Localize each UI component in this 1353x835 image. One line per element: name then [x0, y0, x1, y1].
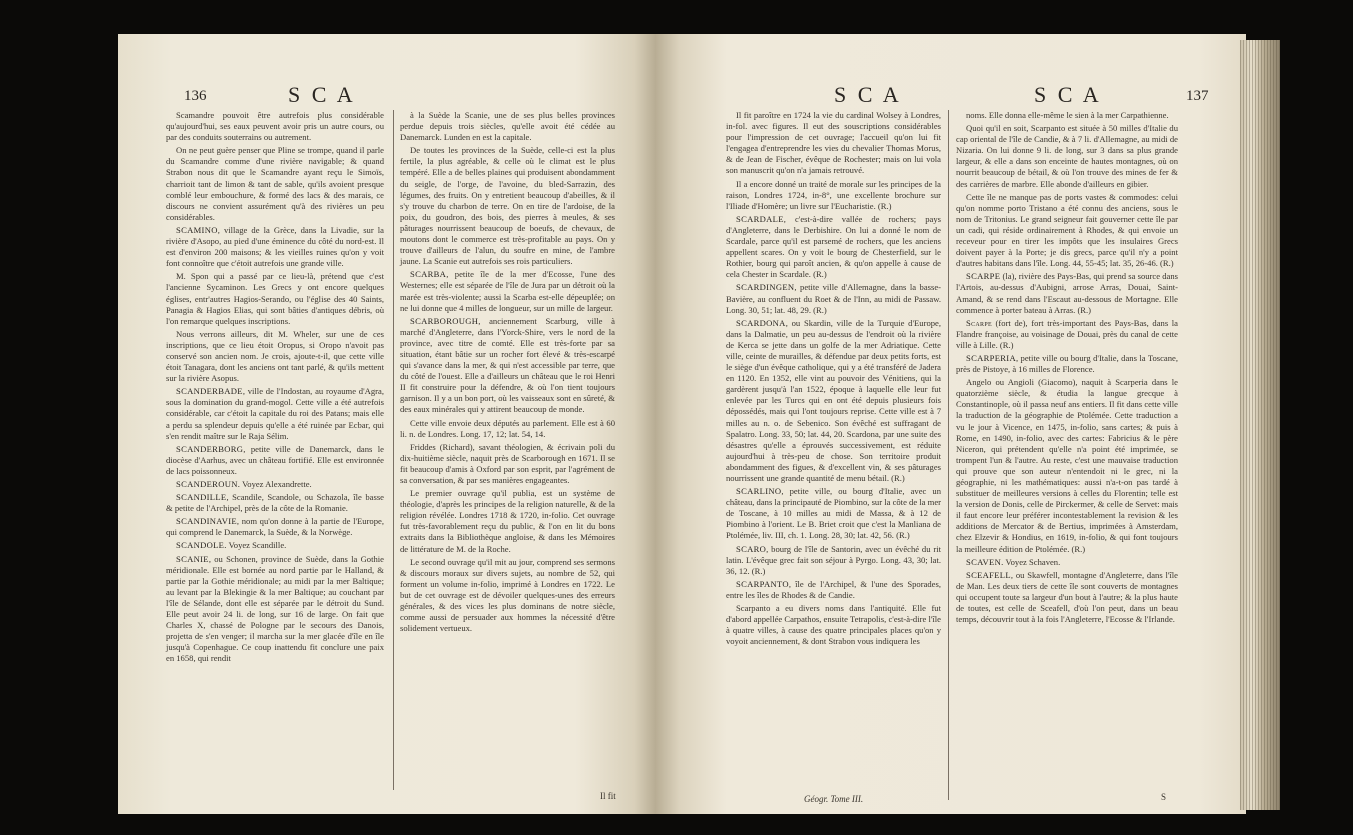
entry-text: Il fit paroître en 1724 la vie du cardinal Wolsey à Londres, in-fol. avec figures. Il eut des souscriptions considérables pour l'impression de cet ouvrage; l'accueil qu'on lui fit l'engagea d'entreprendre les vies du chevalier Thomas Morus, & de Jean de Fischer, évêque de Rochester; mais on lui vola son manuscrit qu'on n'a jamais retrouvé.	[726, 110, 941, 176]
entry-text: (la), rivière des Pays-Bas, qui prend sa source dans l'Artois, au-dessus d'Aubigni, arrose Arras, Douai, Saint-Amand, & se rend dans l'Escaut au-dessous de Mortagne. Elle commence à porter bateau à Arras. (R.)	[956, 271, 1178, 315]
entry-text: Le premier ouvrage qu'il publia, est un système de théologie, d'après les principes de la religion naturelle, & de la religion révélée. Londres 1718 & 1720, in-folio. Cet ouvrage fut très-favorablement reçu du public, & l'on en lit du bons extraits dans la Bibliothèque angloise, & dans les Mémoires de littérature de M. de la Roche.	[400, 488, 615, 554]
entry-text: Cette île ne manque pas de ports vastes & commodes: celui qu'on nomme porto Tristano a été connu des anciens, sous le nom de Tritonius. Le grand seigneur fait gouverner cette île par un cadi, qui réside ordinairement à Rhodes, & qui envoie un receveur pour en tirer les impôts que les insulaires Grecs doivent payer à la Porte; je dis grecs, parce qu'il n'y a point d'autres habitans dans l'île. Long. 44, 55-45; lat. 35, 26-46. (R.)	[956, 191, 1178, 269]
paragraph	[956, 557, 1178, 568]
paragraph	[726, 318, 941, 484]
entry-text: , bourg de l'île de Santorin, avec un évêché du rit latin. L'évêque grec fait son séjour à Pyrgo. Long. 43, 30; lat. 36, 12. (R.)	[726, 543, 941, 576]
entry-headword: SCARPE	[966, 271, 1001, 282]
entry-headword: SCANDOLE.	[176, 540, 227, 551]
paragraph	[956, 271, 1178, 315]
entry-headword: SCANDEROUN.	[176, 479, 241, 489]
paragraph	[400, 145, 615, 267]
entry-text: , nom qu'on donne à la partie de l'Europe, qui comprend le Danemarck, la Suède, & la Norwège.	[166, 516, 384, 538]
running-head: S C A	[288, 82, 356, 107]
open-book	[118, 34, 1266, 814]
entry-text: Friddes (Richard), savant théologien, & écrivain poli du dix-huitième siècle, naquit près de Scarborough en 1671. Il se fit beaucoup d'amis à Oxford par son esprit, par l'agrément de sa conversation, & par ses manières engageantes.	[400, 441, 615, 485]
entry-headword: Scarpe	[966, 317, 992, 328]
entry-text: Voyez Scandille.	[226, 540, 287, 551]
paragraph	[166, 271, 384, 326]
entry-text: , île de l'Archipel, & l'une des Sporades, entre les îles de Rhodes & de Candie.	[726, 578, 941, 600]
paragraph	[400, 269, 615, 313]
entry-text: On ne peut guère penser que Pline se trompe, quand il parle du Scamandre comme d'une rivière navigable; & quand Strabon nous dit que le Scamandre ayant reçu le Simoïs, charrioit tant de limon & tant de sable, qu'ils avoient presque comblé leur embouchure, & formé des lacs & des marais, ce discours ne convient assurément qu'à des rivières un peu considérables.	[166, 145, 384, 222]
paragraph	[726, 110, 941, 177]
entry-headword: SCARBA	[410, 269, 447, 280]
text-column-2	[400, 110, 615, 636]
entry-text: Le second ouvrage qu'il mit au jour, comprend ses sermons & discours moraux sur divers sujets, au nombre de 52, qui forment un volume in-folio, imprimé à Londres en 1722. Le but de cet ouvrage est de dévoiler quelques-unes des erreurs générales, & des vices les plus dominans de notre siècle, comme aussi de persuader aux hommes la nécessité d'être solidement vertueux.	[400, 556, 615, 634]
entry-text: Quoi qu'il en soit, Scarpanto est située à 50 milles d'Italie du cap oriental de l'île de Candie, & à 7 li. d'Allemagne, au midi de Nizaria. On lui donne 9 li. de long, sur 3 dans sa plus grande largeur, & elle a dans son enceinte de hautes montagnes, où on nourrit beaucoup de bétail, & où l'on trouve des mines de fer & des carrières de marbre. Elle abonde d'ailleurs en gibier.	[956, 123, 1178, 189]
entry-headword: SCARPANTO	[736, 578, 789, 589]
paragraph	[956, 318, 1178, 351]
entry-headword: SCEAFELL	[966, 569, 1011, 580]
paragraph	[726, 214, 941, 281]
entry-text: (fort de), fort très-important des Pays-Bas, dans la Flandre françoise, au voisinage de Douai, près du canal de cette ville à Lille. (R.)	[956, 317, 1178, 350]
paragraph	[400, 110, 615, 143]
entry-text: , village de la Grèce, dans la Livadie, sur la rivière d'Asopo, au pied d'une éminence du côté du nord-est. Il est d'environ 200 maisons; & les vieilles ruines qu'on y voit font connoître que c'étoit autrefois une grande ville.	[166, 224, 384, 269]
paragraph	[166, 145, 384, 223]
text-column-1	[726, 110, 941, 649]
entry-text: Cette ville envoie deux députés au parlement. Elle est à 60 li. n. de Londres. Long. 17, 12; lat. 54, 14.	[400, 417, 615, 439]
entry-headword: SCANDILLE	[176, 492, 227, 503]
column-divider	[948, 110, 949, 800]
running-head-repeat: S C A	[1034, 82, 1102, 107]
entry-text: Voyez Alexandrette.	[240, 479, 312, 489]
paragraph	[166, 225, 384, 269]
running-head: S C A	[834, 82, 902, 107]
paragraph	[166, 329, 384, 384]
text-column-1	[166, 110, 384, 667]
entry-text: noms. Elle donna elle-même le sien à la mer Carpathienne.	[966, 110, 1169, 120]
entry-text: Scarpanto a eu divers noms dans l'antiquité. Elle fut d'abord appellée Carpathos, ensuite Tetrapolis, c'est-à-dire l'île à quatre villes, à cause des quatre principales places qu'on y voyoit anciennement, & dont Strabon vous indiquera les	[726, 603, 941, 647]
right-page	[656, 34, 1246, 814]
entry-text: , petite ville ou bourg d'Italie, dans la Toscane, près de Pistoye, à 16 milles de Florence.	[956, 352, 1178, 375]
entry-text: , petite île de la mer d'Ecosse, l'une des Westernes; elle est séparée de l'île de Jura par un détroit où la marée est très-violente; aussi la Scarba est-elle dépeuplée; on ne lui donne que 4 milles de longueur, sur un mille de largeur.	[400, 269, 615, 313]
entry-text: , c'est-à-dire vallée de rochers; pays d'Angleterre, dans le Derbishire. On lui a donné le nom de Scardale, parce qu'il est parsemé de rochers, que les anciens appellent scares. On y voit le bourg de Chesterfield, sur le Rothier, bourg qui paroît ancien, & qu'on appelle à cause de cela Chester in Scardale. (R.)	[726, 213, 941, 280]
entry-headword: SCARO	[736, 543, 767, 554]
paragraph	[400, 442, 615, 486]
text-column-2	[956, 110, 1178, 627]
paragraph	[166, 444, 384, 477]
entry-headword: SCAVEN.	[966, 556, 1004, 567]
entry-headword: SCARDINGEN	[736, 282, 795, 293]
paragraph	[956, 123, 1178, 190]
page-number: 136	[184, 88, 207, 104]
paragraph	[166, 554, 384, 665]
entry-headword: SCARLINO	[736, 486, 782, 497]
paragraph	[166, 492, 384, 514]
left-page	[118, 34, 656, 814]
paragraph	[726, 579, 941, 601]
paragraph	[166, 110, 384, 143]
entry-text: , Scandile, Scandole, ou Schazola, île basse & petite de l'Archipel, près de la côte de la Romanie.	[166, 492, 384, 514]
paragraph	[400, 488, 615, 555]
entry-text: Il a encore donné un traité de morale sur les principes de la raison, Londres 1724, in-8°, une excellente brochure sur l'Iliade d'Homère; un livre sur l'Eucharistie. (R.)	[726, 178, 941, 211]
paragraph	[956, 377, 1178, 555]
volume-footer: Géogr. Tome III.	[804, 794, 864, 804]
entry-headword: SCANIE	[176, 553, 209, 564]
entry-text: De toutes les provinces de la Suède, celle-ci est la plus fertile, la plus agréable, & celle où le climat est le plus tempéré. Elle a de belles plaines qui produisent abondamment du seigle, de l'orge, de l'avoine, du bled-Sarrazin, des légumes, des fruits. On y entretient beaucoup d'abeilles, & il s'y trouve du charbon de terre. On en tire de l'ardoise, de la poix, du goudron, des bois, des pierres à meules, & ses pâturages nourrissent beaucoup de boeufs, de chevaux, de moutons dont le commerce est très-profitable au pays. On y trouve d'ailleurs de l'alun, du soufre en mine, de l'ambre jaune. La Scanie eut autrefois ses rois particuliers.	[400, 145, 615, 267]
entry-headword: SCARDONA	[736, 317, 786, 328]
signature-mark: S	[1161, 792, 1167, 802]
entry-text: , petite ville de Danemarck, dans le diocèse d'Aarhus, avec un château fortifié. Elle est environnée de lacs poissonneux.	[166, 443, 384, 476]
entry-headword: SCARPERIA	[966, 352, 1016, 363]
entry-headword: SCANDERBORG	[176, 443, 244, 454]
entry-text: Scamandre pouvoit être autrefois plus considérable qu'aujourd'hui, ses eaux peuvent avoir pris un autre cours, ou par des conduits souterrains ou autrement.	[166, 110, 384, 143]
paragraph	[726, 179, 941, 212]
paragraph	[166, 516, 384, 538]
entry-text: , ou Skawfell, montagne d'Angleterre, dans l'île de Man. Les deux tiers de cette île sont couverts de montagnes qui occupent toute sa largeur d'un bout à l'autre; & la plus haute de toutes, est celle de Sceafell, d'où l'on peut, dans un beau temps, découvrir tout à la fois l'Angleterre, l'Ecosse & l'Irlande.	[956, 569, 1178, 625]
paragraph	[726, 544, 941, 577]
entry-text: Angelo ou Angioli (Giacomo), naquit à Scarperia dans le quatorzième siècle, & étudia la langue grecque à Constantinople, où il passa neuf ans entiers. Il fit dans cette ville la traduction de la géographie de Ptolémée. Cette traduction a vu le jour à Vicence, en 1475, in-folio, sans cartes; & puis à Rome, en 1490, in-folio, avec des cartes: Fabricius & le père Niceron, qui prétendent qu'elle n'a point été imprimée, se trompent l'un & l'autre. Au reste, c'est une mauvaise traduction qui prouve que son auteur n'entendoit ni le grec, ni la géographie, ni les mathématiques: aussi n'a-t-on pas tardé à substituer de meilleures versions à celles du Florentin; telle est la version de Donis, celle de Pirckermer, & celle de Servet: mais il faut encore leur préférer incontestablement la revision & les additions de Mercator & de Bertius, imprimées à Amsterdam, chez Elzevir & Hondius, en 1619, in-folio, & qui font toujours la meilleure édition de Ptolémée. (R.)	[956, 377, 1178, 554]
column-divider	[393, 110, 394, 790]
paragraph	[400, 557, 615, 635]
entry-text: à la Suède la Scanie, une de ses plus belles provinces perdue depuis trois siècles, qu'elle avoit été cédée au Danemarck. Lunden en est la capitale.	[400, 110, 615, 143]
entry-headword: SCARDALE	[736, 213, 784, 224]
paragraph	[956, 570, 1178, 625]
paragraph	[400, 316, 615, 416]
entry-headword: SCAMINO	[176, 224, 218, 235]
paragraph	[166, 479, 384, 490]
paragraph	[726, 603, 941, 647]
entry-text: , ville de l'Indostan, au royaume d'Agra, sous la domination du grand-mogol. Cette ville a été autrefois considérable, car c'étoit la capitale du roi des Patans; mais elle a perdu sa splendeur depuis qu'elle a été ruinée par Ecbar, qui s'en rendit maître sur le Raja Sélim.	[166, 386, 384, 441]
page-number: 137	[1186, 88, 1209, 104]
paragraph	[726, 282, 941, 315]
paragraph	[726, 486, 941, 541]
entry-text: , ou Schonen, province de Suède, dans la Gothie méridionale. Elle est bornée au nord partie par le Halland, & partie par la Gothie méridionale; au midi par la mer Baltique; au levant par la Blekingie & la mer Baltique; au couchant par l'île de Sélande, dont elle est séparée par le détroit du Sund. Elle peut avoir 24 li. de long, sur 16 de large. On fait que Charles X, chassé de Pologne par le secours des Danois, projetta de s'en venger; il marcha sur la mer glacée d'île en île jusqu'à Copenhague. Ce coup inattendu fit conclure une paix en 1658, qui rendit	[166, 553, 384, 664]
entry-headword: SCANDERBADE	[176, 386, 243, 397]
entry-text: , petite ville d'Allemagne, dans la basse-Bavière, au confluent du Roet & de l'Inn, au midi de Passaw. Long. 30, 51; lat. 48, 29. (R.)	[726, 282, 941, 315]
entry-headword: SCARBOROUGH	[410, 315, 479, 326]
paragraph	[956, 110, 1178, 121]
paragraph	[166, 540, 384, 551]
catchword: Il fit	[600, 791, 616, 801]
paragraph	[400, 418, 615, 440]
paragraph	[166, 386, 384, 441]
entry-text: Nous verrons ailleurs, dit M. Wheler, sur une de ces inscriptions, que ce lieu étoit Oropus, si Oropo n'avoit pas conservé son ancien nom. Je crois, ajoute-t-il, que cette ville étoit Tanagara, dont les anciens ont tant parlé, & qu'ils mettent sur la rivière Asopus.	[166, 328, 384, 384]
paragraph	[956, 192, 1178, 270]
entry-text: , ou Skardin, ville de la Turquie d'Europe, dans la Dalmatie, un peu au-dessus de l'endroit où la rivière de Kerca se jette dans un golfe de la mer Adriatique. Cette ville, ceinte de murailles, & défendue par deux petits forts, est le siège d'un évêque catholique, qui y a été transféré de Jadera en 1120. En 1352, elle vint au pouvoir des Vénitiens, qui la gardèrent jusqu'à l'an 1522, époque à laquelle elle leur fut enlevée par les Turcs qui en ont été depuis plusieurs fois dépossédés, mais qui l'ont toujours reprise. Cette ville est à 7 milles au n. o. de Sebenico. Son évêché est suffragant de Spalatro. Long. 33, 50; lat. 44, 20. Scardona, par une suite des désastres qu'elle a éprouvés successivement, est réduite aujourd'hui à très-peu de chose. Son territoire produit abondamment des figues, & d'excellent vin, & ses pâturages nourrissent une grande quantité de menu bétail. (R.)	[726, 317, 941, 483]
entry-text: Voyez Schaven.	[1003, 556, 1061, 567]
page-edges	[1240, 40, 1280, 810]
entry-text: , petite ville, ou bourg d'Italie, avec un château, dans la principauté de Piombino, sur la côte de la mer de Toscane, à 10 milles au midi de Massa, & à 12 de Piombino à l'orient. Le B. Briet croit que c'est la Manliana de Ptolémée, liv. III, ch. 1. Long. 28, 30; lat. 42, 56. (R.)	[726, 486, 942, 541]
paragraph	[956, 353, 1178, 375]
entry-headword: SCANDINAVIE	[176, 516, 237, 527]
entry-text: M. Spon qui a passé par ce lieu-là, prétend que c'est l'ancienne Sycaminon. Les Grecs y ont encore quelques églises, entr'autres Hagios-Serando, ou l'église des 40 Saints, Panagia & Hagios Elias, qui sont bâties d'antiques débris, où l'on remarque quelques inscriptions.	[166, 271, 384, 326]
entry-text: , anciennement Scarburg, ville à marché d'Angleterre, dans l'Yorck-Shire, vers le nord de la province, avec titre de comté. Elle est très-forte par sa situation, étant bâtie sur un rocher fort élevé & très-escarpé qui s'avance dans la mer, & qui n'est accessible par terre, que du côté de l'ouest. Elle a d'ailleurs un château que le roi Henri II fit construire pour la défendre, & où l'on tient toujours garnison. Il y a un bon port, où les vaisseaux sont en sûreté, & des eaux minérales qui y attirent beaucoup de monde.	[400, 315, 615, 415]
